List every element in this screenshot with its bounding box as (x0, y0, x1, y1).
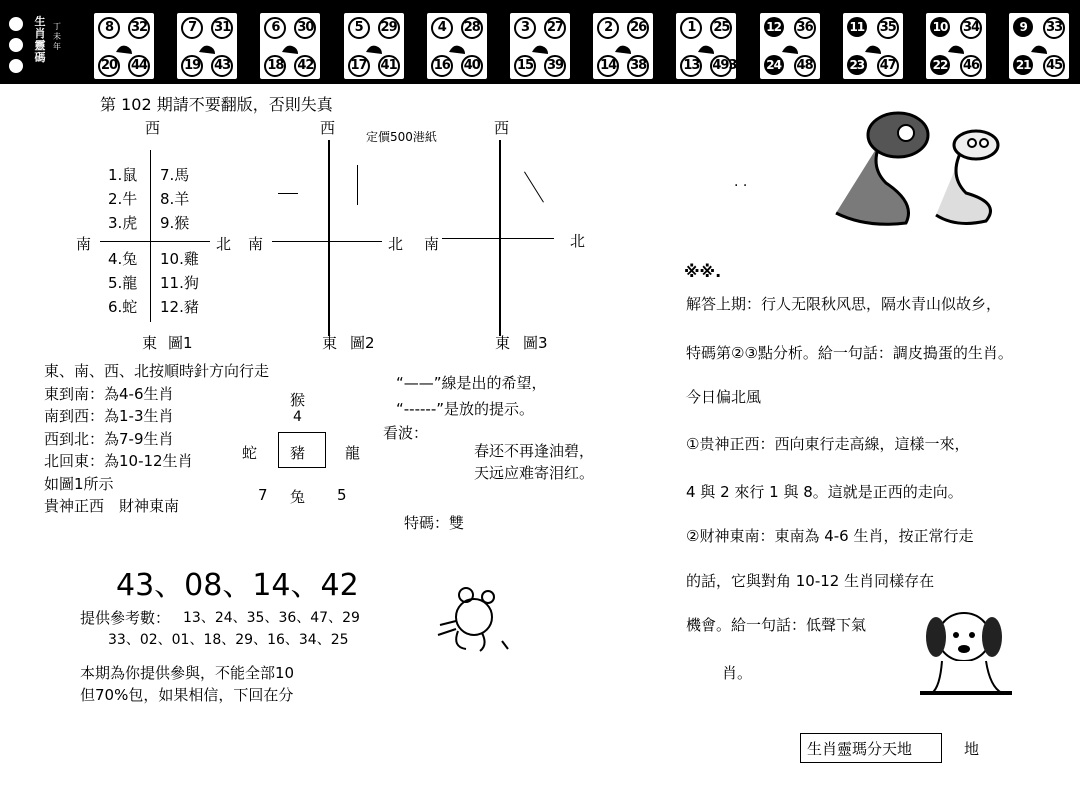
fig2-vertical-axis (328, 140, 330, 336)
card-number: 9 (1013, 17, 1033, 37)
zodiac-item: 6.蛇 (108, 298, 138, 316)
big-numbers: 43、08、14、42 (116, 568, 359, 603)
card-number: 23 (847, 55, 867, 75)
card-number: 38 (627, 55, 649, 77)
rule-line: 北回東：為10-12生肖 (44, 452, 193, 470)
card-number: 29 (378, 17, 400, 39)
zodiac-card (344, 13, 404, 79)
footer-tail: 地 (964, 740, 980, 758)
fig2-label: 圖2 (350, 334, 375, 352)
fig1-east: 東 (142, 334, 158, 352)
card-number: 35 (877, 17, 899, 39)
zodiac-card (1009, 13, 1069, 79)
animal-icon (530, 41, 550, 55)
card-number: 13 (680, 55, 702, 77)
zodiac-card (760, 13, 820, 79)
card-number: 6 (264, 17, 286, 39)
fig2-hope-dash (278, 193, 298, 194)
fig1-south: 南 (76, 235, 92, 253)
rule-line: 如圖1所示 (44, 474, 114, 493)
card-number: 22 (930, 55, 950, 75)
ring-icon (6, 35, 26, 55)
fig3-horizontal-axis (442, 238, 554, 239)
animal-icon (114, 41, 134, 55)
zodiac-card (260, 13, 320, 79)
card-number: 45 (1043, 55, 1065, 77)
special-analysis: 特碼第②③點分析。給一句話：調皮搗蛋的生肖。 (686, 344, 1013, 362)
footer-box-text: 生肖靈瑪分天地 (807, 740, 913, 758)
card-number: 39 (544, 55, 566, 77)
cross-bottom-left: 7 (258, 486, 268, 504)
para1b: 4 與 2 來行 1 與 8。這就是正西的走向。 (686, 483, 963, 501)
fig3-label: 圖3 (523, 334, 548, 352)
hint-line2: “------”是放的提示。 (396, 400, 535, 418)
fig3-hint-line (524, 171, 544, 202)
zodiac-item: 4.兔 (108, 250, 138, 268)
reference-row1: 13、24、35、36、47、29 (183, 610, 360, 626)
poem-line1: 春还不再逢油碧， (474, 442, 595, 460)
side-small-year: 丁未年 (53, 22, 61, 51)
card-number: 17 (348, 55, 370, 77)
fig3-south: 南 (424, 235, 440, 253)
animal-icon (863, 41, 883, 55)
para2b: 的話，它與對角 10-12 生肖同樣存在 (686, 572, 935, 590)
zodiac-card (926, 13, 986, 79)
zodiac-item: 3.虎 (108, 214, 138, 232)
mouse-illustration (432, 585, 514, 655)
fig3-north: 北 (570, 232, 586, 250)
zodiac-item: 11.狗 (160, 274, 199, 292)
zodiac-card (676, 13, 745, 79)
reference-label: 提供參考數： (80, 609, 171, 627)
dog-illustration (912, 607, 1020, 699)
hint-line1: “——”線是出的希望， (396, 374, 547, 392)
card-number: 18 (264, 55, 286, 77)
zodiac-card (177, 13, 237, 79)
poem-line2: 天远应难寄泪红。 (474, 464, 595, 482)
fig2-south: 南 (248, 235, 264, 253)
ring-icon (6, 56, 26, 76)
fig2-hope-line (357, 165, 358, 205)
card-number: 1 (680, 17, 702, 39)
card-number: 43 (211, 55, 233, 77)
card-number: 15 (514, 55, 536, 77)
fig2-west: 西 (320, 119, 336, 137)
card-number: 20 (98, 55, 120, 77)
fig2-north: 北 (388, 235, 404, 253)
card-number: 31 (211, 17, 233, 39)
card-number: 10 (930, 17, 950, 37)
disclaimer-line2: 但70%包，如果相信，下回在分 (80, 686, 294, 704)
zodiac-card (510, 13, 570, 79)
fig1-north: 北 (216, 235, 232, 253)
para1: ①贵神正西：西向東行走高線，這樣一來， (686, 435, 970, 453)
card-number: 19 (181, 55, 203, 77)
card-number: 11 (847, 17, 867, 37)
card-number: 3 (514, 17, 536, 39)
price-text: 定價500港紙 (366, 130, 437, 144)
card-number: 2 (597, 17, 619, 39)
rule-line: 東、南、西、北按順時針方向行走 (44, 362, 270, 380)
card-number: 21 (1013, 55, 1033, 75)
animal-icon (613, 41, 633, 55)
zodiac-item: 2.牛 (108, 190, 138, 208)
answer-line: 解答上期：行人无限秋风思，隔水青山似故乡， (686, 295, 1002, 313)
card-number: 16 (431, 55, 453, 77)
card-number: 24 (764, 55, 784, 75)
card-number: 27 (544, 17, 566, 39)
fig1-horizontal-axis (100, 241, 210, 242)
animal-icon (280, 41, 300, 55)
animal-icon (696, 41, 716, 55)
cross-bottom-right: 5 (337, 486, 347, 504)
reference-row2: 33、02、01、18、29、16、34、25 (108, 632, 349, 648)
card-number: 4 (431, 17, 453, 39)
animal-icon (946, 41, 966, 55)
card-number: 44 (128, 55, 150, 77)
ring-icon (6, 14, 26, 34)
fig2-horizontal-axis (272, 241, 382, 242)
snake-illustration (826, 103, 1026, 231)
zodiac-card (843, 13, 903, 79)
rule-line: 西到北：為7-9生肖 (44, 429, 174, 448)
zodiac-item: 5.龍 (108, 274, 138, 292)
marks: ※※. (684, 262, 722, 281)
animal-icon (1029, 41, 1049, 55)
notice-text: 第 102 期請不要翻版，否則失真 (100, 95, 333, 114)
para2: ②财神東南：東南為 4-6 生肖，按正常行走 (686, 527, 974, 545)
card-number: 32 (128, 17, 150, 39)
card-number: 14 (597, 55, 619, 77)
today-wind: 今日偏北風 (686, 388, 762, 406)
cross-left: 蛇 (242, 444, 258, 462)
card-number: 5 (348, 17, 370, 39)
card-number: 40 (461, 55, 483, 77)
card-number: 41 (378, 55, 400, 77)
fig2-east: 東 (322, 334, 338, 352)
disclaimer-line1: 本期為你提供參與，不能全部10 (80, 664, 295, 682)
zodiac-item: 1.鼠 (108, 166, 138, 184)
animal-icon (780, 41, 800, 55)
side-vertical-title: 生肖靈碼 (34, 15, 46, 64)
cross-top-num: 4 (293, 409, 302, 425)
cross-bottom: 兔 (290, 488, 306, 506)
card-number: 28 (461, 17, 483, 39)
fig1-west: 西 (145, 119, 161, 137)
dots: . . (734, 174, 748, 190)
rule-line: 貴神正西 財神東南 (44, 497, 180, 515)
card-number: 8 (98, 17, 120, 39)
rule-line: 南到西：為1-3生肖 (44, 407, 174, 425)
zodiac-item: 7.馬 (160, 166, 190, 184)
zodiac-item: 8.羊 (160, 190, 190, 208)
zodiac-item: 10.雞 (160, 250, 199, 268)
card-number: 34 (960, 17, 982, 39)
fig1-vertical-axis (150, 150, 151, 322)
card-number: 26 (627, 17, 649, 39)
animal-icon (447, 41, 467, 55)
special-code: 特碼：雙 (404, 514, 465, 532)
card-number: 7 (181, 17, 203, 39)
rule-line: 東到南：為4-6生肖 (44, 384, 174, 403)
card-number: 42 (294, 55, 316, 77)
zodiac-card (94, 13, 154, 79)
cross-top: 猴 (290, 391, 306, 409)
card-number: 47 (877, 55, 899, 77)
zodiac-card (427, 13, 487, 79)
fig3-west: 西 (494, 119, 510, 137)
cross-center: 豬 (290, 444, 306, 462)
fig1-label: 圖1 (168, 334, 193, 352)
card-number: 46 (960, 55, 982, 77)
card-number: 33 (1043, 17, 1065, 39)
zodiac-item: 9.猴 (160, 214, 190, 232)
animal-icon (364, 41, 384, 55)
para2d: 肖。 (722, 664, 753, 682)
card-number: 36 (794, 17, 816, 39)
animal-icon (197, 41, 217, 55)
zodiac-item: 12.豬 (160, 298, 199, 316)
fig3-east: 東 (495, 334, 511, 352)
watch-label: 看波： (383, 424, 429, 442)
card-number: 4937 (710, 55, 732, 77)
cross-right: 龍 (345, 444, 361, 462)
card-number: 25 (710, 17, 732, 39)
card-number: 48 (794, 55, 816, 77)
para2c: 機會。給一句話：低聲下氣 (686, 616, 867, 634)
zodiac-card (593, 13, 653, 79)
card-number: 30 (294, 17, 316, 39)
card-number: 12 (764, 17, 784, 37)
